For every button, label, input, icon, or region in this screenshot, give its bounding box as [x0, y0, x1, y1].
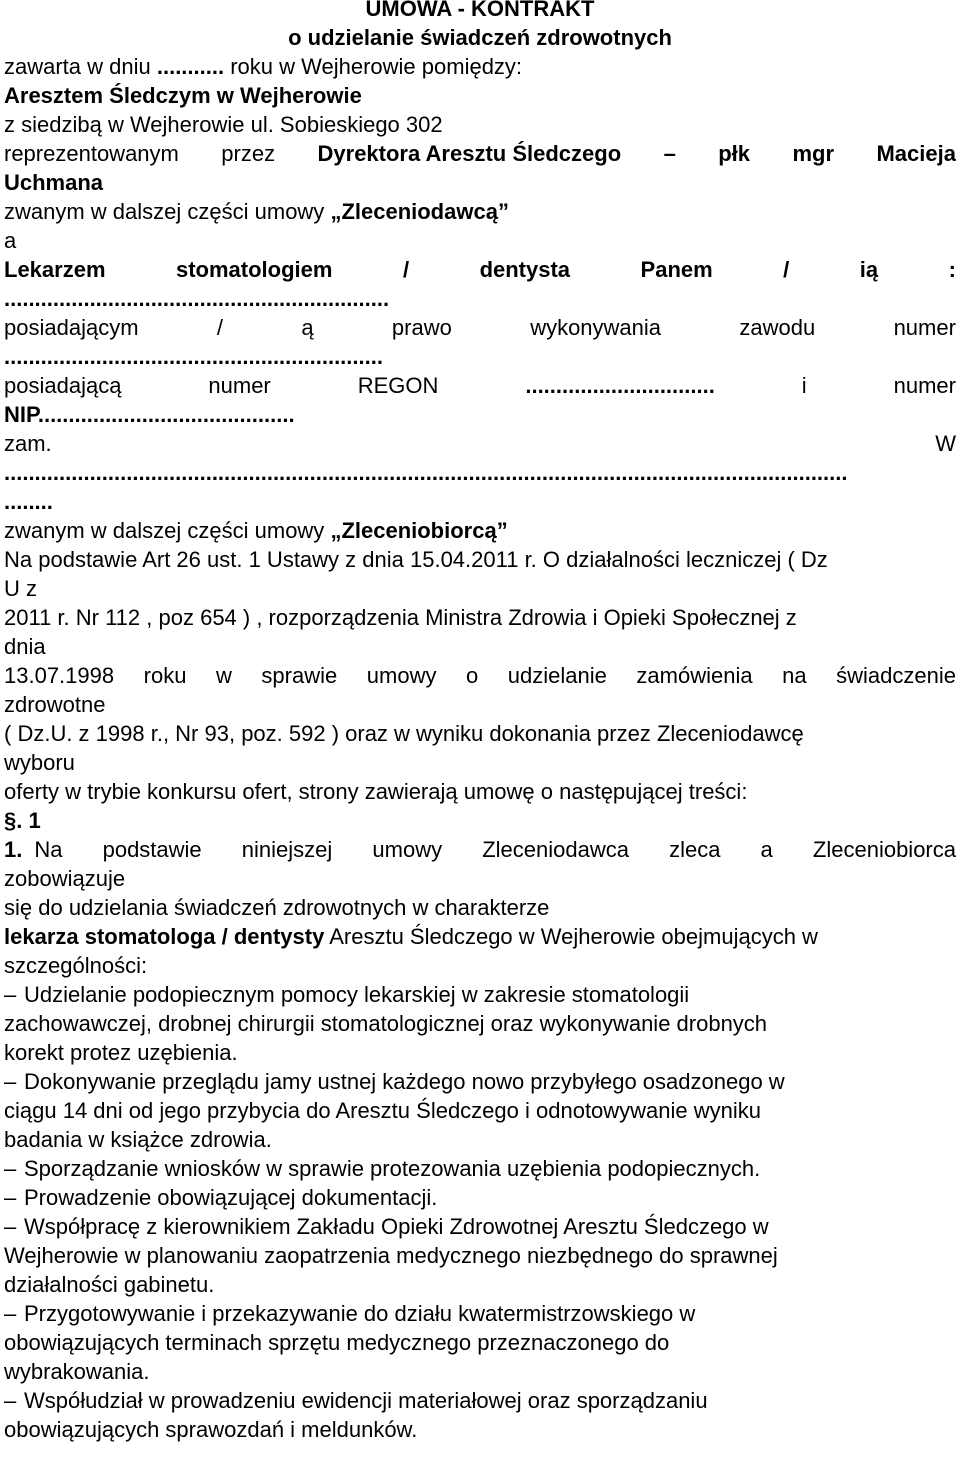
legal-basis-line-2: U z [4, 576, 37, 601]
duties-list [4, 980, 956, 1444]
party-one-name: Aresztem Śledczym w Wejherowie [4, 83, 362, 108]
legal-basis-line-4: dnia [4, 634, 46, 659]
list-item: – Sporządzanie wniosków w sprawie protezowania uzębienia podopiecznych. [4, 1156, 761, 1181]
dash-bullet: – [4, 982, 17, 1007]
paragraph-1-line-3: się do udzielania świadczeń zdrowotnych w charakterze [4, 895, 550, 920]
paragraph-number: 1. [4, 837, 23, 862]
regon-line: posiadającą numer REGON ............................... i numer [4, 373, 956, 398]
legal-basis-line-5: 13.07.1998 roku w sprawie umowy o udzielanie zamówienia na świadczenie [4, 663, 956, 688]
list-item: – Współudział w prowadzeniu ewidencji materiałowej oraz sporządzaniu obowiązujących sprawozdań i meldunków. [4, 1388, 708, 1442]
dash-bullet: – [4, 1069, 17, 1094]
dash-bullet: – [4, 1388, 17, 1413]
legal-basis-line-6: zdrowotne [4, 692, 106, 717]
list-item: – Udzielanie podopiecznym pomocy lekarskiej w zakresie stomatologii zachowawczej, drobnej chirurgii stomatologicznej oraz wykonywanie drobnych korekt protez uzębienia. [4, 982, 768, 1065]
document-subtitle: o udzielanie świadczeń zdrowotnych [288, 25, 672, 50]
list-item: – Współpracę z kierownikiem Zakładu Opieki Zdrowotnej Aresztu Śledczego w Wejherowie w planowaniu zaopatrzenia medycznego niezbędnego do sprawnej działalności gabinetu. [4, 1214, 778, 1297]
legal-basis-line-8: wyboru [4, 750, 75, 775]
party-two-title: Lekarzem stomatologiem / dentysta Panem / ią : [4, 257, 956, 282]
name-placeholder: ............................................................... [4, 286, 390, 311]
paragraph-1-line-1: 1. Na podstawie niniejszej umowy Zleceniodawca zleca a Zleceniobiorca [4, 837, 956, 862]
address-placeholder-continued: ........ [4, 489, 53, 514]
party-one-representative: reprezentowanym przez Dyrektora Aresztu Śledczego – płk mgr Macieja [4, 141, 956, 166]
list-item: – Przygotowywanie i przekazywanie do działu kwatermistrzowskiego w obowiązujących terminach sprzętu medycznego przeznaczonego do wybrakowania. [4, 1301, 696, 1384]
license-number-placeholder: .............................................................. [4, 344, 383, 369]
section-heading: §. 1 [4, 808, 41, 833]
conjunction: a [4, 228, 17, 253]
legal-basis-line-3: 2011 r. Nr 112 , poz 654 ) , rozporządzenia Ministra Zdrowia i Opieki Społecznej z [4, 605, 797, 630]
date-placeholder: ........... [156, 54, 225, 79]
dash-bullet: – [4, 1185, 17, 1210]
legal-basis-line-9: oferty w trybie konkursu ofert, strony zawierają umowę o następującej treści: [4, 779, 748, 804]
legal-basis-line-7: ( Dz.U. z 1998 r., Nr 93, poz. 592 ) oraz w wyniku dokonania przez Zleceniodawcę [4, 721, 804, 746]
line-date: zawarta w dniu ........... roku w Wejherowie pomiędzy: [4, 54, 523, 79]
document-title: UMOWA - KONTRAKT [365, 0, 595, 21]
dash-bullet: – [4, 1301, 17, 1326]
license-line: posiadającym / ą prawo wykonywania zawodu numer [4, 315, 956, 340]
contract-document [4, 0, 956, 1444]
nip-placeholder: NIP.......................................... [4, 402, 295, 427]
list-item: – Dokonywanie przeglądu jamy ustnej każdego nowo przybyłego osadzonego w ciągu 14 dni od jego przybycia do Aresztu Śledczego i odnotowywanie wyniku badania w książce zdrowia. [4, 1069, 785, 1152]
legal-basis-line-1: Na podstawie Art 26 ust. 1 Ustawy z dnia 15.04.2011 r. O działalności leczniczej ( Dz [4, 547, 828, 572]
address-placeholder: .......................................................................................................................................... [4, 460, 848, 485]
list-item: – Prowadzenie obowiązującej dokumentacji. [4, 1185, 438, 1210]
address-line: zam. W [4, 431, 956, 456]
dash-bullet: – [4, 1156, 17, 1181]
party-two-alias: zwanym w dalszej części umowy „Zleceniobiorcą” [4, 518, 508, 543]
paragraph-1-line-5: szczególności: [4, 953, 148, 978]
party-one-address: z siedzibą w Wejherowie ul. Sobieskiego 302 [4, 112, 443, 137]
party-one-alias: zwanym w dalszej części umowy „Zleceniodawcą” [4, 199, 509, 224]
paragraph-1-line-2: zobowiązuje [4, 866, 126, 891]
paragraph-1-line-4: lekarza stomatologa / dentysty Aresztu Śledczego w Wejherowie obejmujących w [4, 924, 818, 949]
representative-surname: Uchmana [4, 170, 104, 195]
dash-bullet: – [4, 1214, 17, 1239]
